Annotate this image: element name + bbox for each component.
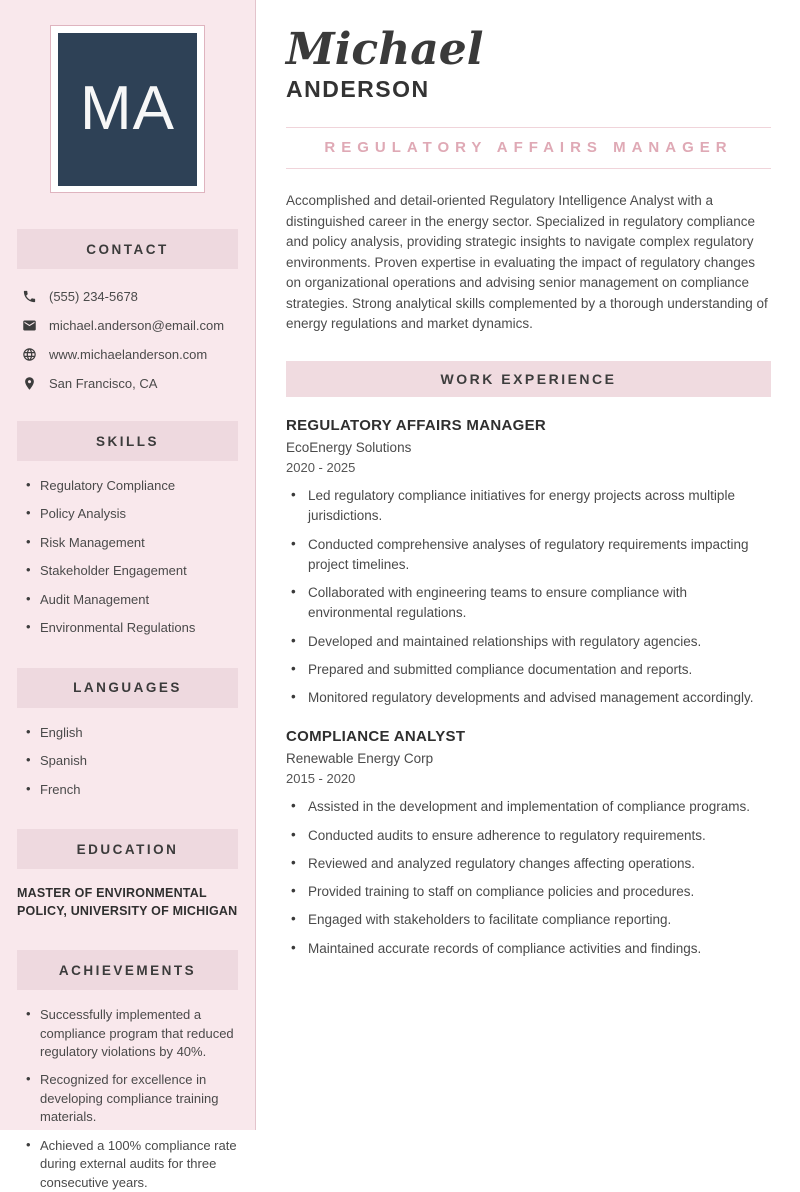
contact-website-text: www.michaelanderson.com <box>49 347 208 362</box>
phone-icon <box>22 289 37 304</box>
last-name: ANDERSON <box>286 76 430 103</box>
skill-item: • Audit Management <box>26 591 247 609</box>
job-bullet-item: • Collaborated with engineering teams to ensure compliance with environmental regulations. <box>291 583 771 624</box>
job-title-text: REGULATORY AFFAIRS MANAGER <box>324 139 733 157</box>
summary-paragraph: Accomplished and detail-oriented Regulatory Intelligence Analyst with a distinguished career in the energy sector. Specialized in regulatory compliance and policy analysis, providing strategic insights to navigate complex regulatory environments. Proven expertise in evaluating the impact of regulatory changes on organizational operations and advising senior management on compliance strategies. Strong analytical skills complemented by a thorough understanding of energy regulations and market dynamics. <box>286 193 768 332</box>
monogram-initials: MA <box>80 74 175 143</box>
contact-location-text: San Francisco, CA <box>49 376 158 391</box>
skills-section <box>0 421 255 638</box>
profile-monogram <box>58 33 197 186</box>
job-bullet-item: • Conducted audits to ensure adherence to regulatory requirements. <box>291 826 771 846</box>
education-heading: EDUCATION <box>17 829 238 869</box>
education-degree-text: MASTER OF ENVIRONMENTAL POLICY, UNIVERSITY OF MICHIGAN <box>17 886 238 918</box>
job-entry-1 <box>286 417 771 708</box>
languages-heading: LANGUAGES <box>17 668 238 708</box>
contact-heading: CONTACT <box>17 229 238 269</box>
skills-heading: SKILLS <box>17 421 238 461</box>
job-bullet-item: • Assisted in the development and implementation of compliance programs. <box>291 797 771 817</box>
education-section <box>0 829 255 920</box>
achievement-item: • Recognized for excellence in developing compliance training materials. <box>26 1071 247 1126</box>
achievements-section <box>0 950 255 1192</box>
language-item: • Spanish <box>26 752 247 770</box>
email-icon <box>22 318 37 333</box>
languages-list <box>0 724 255 799</box>
achievement-item: • Successfully implemented a compliance program that reduced regulatory violations by 40%. <box>26 1006 247 1061</box>
job-entry-2 <box>286 728 771 959</box>
job-bullet-list <box>286 486 771 708</box>
job-bullet-item: • Provided training to staff on compliance policies and procedures. <box>291 882 771 902</box>
globe-icon <box>22 347 37 362</box>
location-icon <box>22 376 37 391</box>
skill-item: • Stakeholder Engagement <box>26 562 247 580</box>
contact-item-location <box>22 376 247 391</box>
contact-phone-text: (555) 234-5678 <box>49 289 138 304</box>
sidebar <box>0 0 256 1190</box>
skill-item: • Environmental Regulations <box>26 619 247 637</box>
achievements-list <box>0 1006 255 1192</box>
job-bullet-item: • Maintained accurate records of compliance activities and findings. <box>291 939 771 959</box>
job-bullet-item: • Prepared and submitted compliance documentation and reports. <box>291 660 771 680</box>
job-bullet-list <box>286 797 771 959</box>
job-dates: 2015 - 2020 <box>286 771 356 787</box>
job-company: EcoEnergy Solutions <box>286 440 412 455</box>
profile-monogram-frame <box>50 25 205 193</box>
contact-section <box>0 229 255 391</box>
job-title-banner <box>286 127 771 169</box>
job-bullet-item: • Reviewed and analyzed regulatory changes affecting operations. <box>291 854 771 874</box>
job-bullet-item: • Conducted comprehensive analyses of regulatory requirements impacting project timelines. <box>291 535 771 576</box>
first-name: Michael <box>286 24 484 75</box>
main-content <box>256 0 800 1130</box>
contact-list <box>0 269 255 391</box>
job-company: Renewable Energy Corp <box>286 751 434 767</box>
language-item: • French <box>26 781 247 799</box>
job-bullet-item: • Developed and maintained relationships with regulatory agencies. <box>291 632 771 652</box>
job-bullet-item: • Engaged with stakeholders to facilitate compliance reporting. <box>291 910 771 930</box>
achievements-heading: ACHIEVEMENTS <box>17 950 238 990</box>
job-bullet-item: • Led regulatory compliance initiatives for energy projects across multiple jurisdictions. <box>291 486 771 527</box>
language-item: • English <box>26 724 247 742</box>
name-header <box>286 26 771 103</box>
skill-item: • Policy Analysis <box>26 505 247 523</box>
job-dates: 2020 - 2025 <box>286 460 356 475</box>
languages-section <box>0 668 255 799</box>
skill-item: • Risk Management <box>26 534 247 552</box>
work-experience-heading: WORK EXPERIENCE <box>286 361 771 397</box>
job-title: REGULATORY AFFAIRS MANAGER <box>286 417 547 434</box>
contact-email-text: michael.anderson@email.com <box>49 318 225 333</box>
job-bullet-item: • Monitored regulatory developments and advised management accordingly. <box>291 688 771 708</box>
skills-list <box>0 477 255 638</box>
contact-item-email <box>22 318 247 333</box>
job-title: COMPLIANCE ANALYST <box>286 728 466 746</box>
skill-item: • Regulatory Compliance <box>26 477 247 495</box>
achievement-item: • Achieved a 100% compliance rate during external audits for three consecutive years. <box>26 1137 247 1192</box>
contact-item-website <box>22 347 247 362</box>
contact-item-phone <box>22 289 247 304</box>
